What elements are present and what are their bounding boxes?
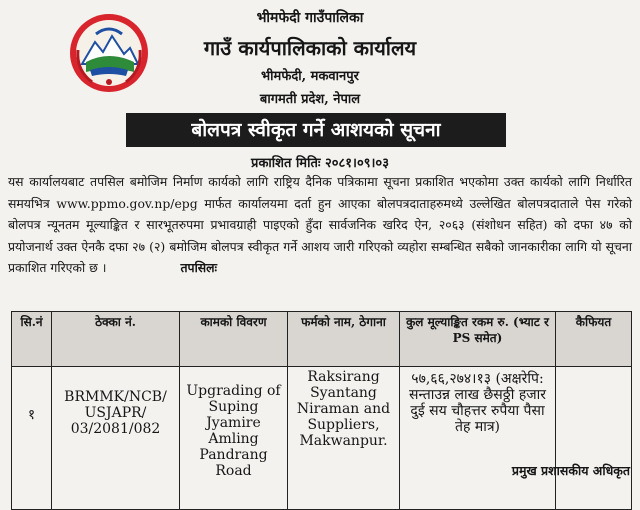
header-amount: कुल मूल्याङ्कित रकम रु. (भ्याट र PS समेत) — [400, 312, 556, 367]
header-sn: सि.नं — [12, 312, 52, 367]
office-location: भीमफेदी, मकवानपुर — [261, 69, 359, 84]
cell-sn: १ — [12, 367, 52, 510]
province-name: बागमती प्रदेश, नेपाल — [259, 92, 361, 107]
cell-remarks — [556, 367, 632, 510]
municipality-name: भीमफेदी गाउँपालिका — [256, 10, 364, 26]
header-work: कामको विवरण — [180, 312, 288, 367]
notice-body-text: यस कार्यालयबाट तपसिल बमोजिम निर्माण कार्यको लागि राष्ट्रिय दैनिक पत्रिकामा सूचना प्रकाशित भएकोमा उक्त कार्यको लागि निर्धारित समयभित्र www.ppmo.gov.np/epg मार्फत कार्यालयमा दर्ता हुन आएका बोलपत्रदाताहरुमध्ये उल्लेखित बोलपत्रदाताले पेस गरेको बोलपत्र न्यूनतम मूल्याङ्कित र सारभूतरुपमा प्रभावग्राही पाइएको हुँदा सार्वजनिक खरिद ऐन, २०६३ (संशोधन सहित) को दफा ४७ को प्रयोजनार्थ उक्त ऐनकै दफा २७ (२) बमोजिम बोलपत्र स्वीकृत गर्ने आशय जारी गरिएको व्यहोरा सम्बन्धित सबैको जानकारीका लागि यो सूचना प्रकाशित गरिएको छ । — [8, 174, 632, 275]
published-date-line — [200, 153, 440, 171]
notice-body — [8, 171, 632, 279]
published-label: प्रकाशित मितिः — [251, 156, 321, 171]
schedule-table — [11, 311, 632, 510]
table-row — [12, 367, 632, 510]
header-contract-no: ठेक्का नं. — [52, 312, 180, 367]
schedule-label: तपसिलः — [180, 260, 218, 275]
notice-title: बोलपत्र स्वीकृत गर्ने आशयको सूचना — [126, 113, 506, 147]
cell-work: Upgrading of Suping Jyamire Amling Pandrang Road — [180, 367, 288, 510]
published-date: २०८१।०९।०३ — [325, 156, 389, 171]
header-remarks: कैफियत — [556, 312, 632, 367]
office-name: गाउँ कार्यपालिकाको कार्यालय — [203, 36, 417, 60]
nepal-municipality-emblem-icon — [68, 12, 150, 94]
cell-contract-no: BRMMK/NCB/ USJAPR/ 03/2081/082 — [52, 367, 180, 510]
header-firm: फर्मको नाम, ठेगाना — [288, 312, 400, 367]
cell-firm: Raksirang Syantang Niraman and Suppliers, Makwanpur. — [288, 367, 400, 510]
signature-title: प्रमुख प्रशासकीय अधिकृत — [511, 463, 630, 478]
table-header-row — [12, 312, 632, 367]
cell-amount: ५७,६६,२७४।१३ (अक्षरेपि: सन्ताउन्न लाख छैसठ्ठी हजार दुई सय चौहत्तर रुपैया पैसा तेह मात्र) — [400, 367, 556, 510]
